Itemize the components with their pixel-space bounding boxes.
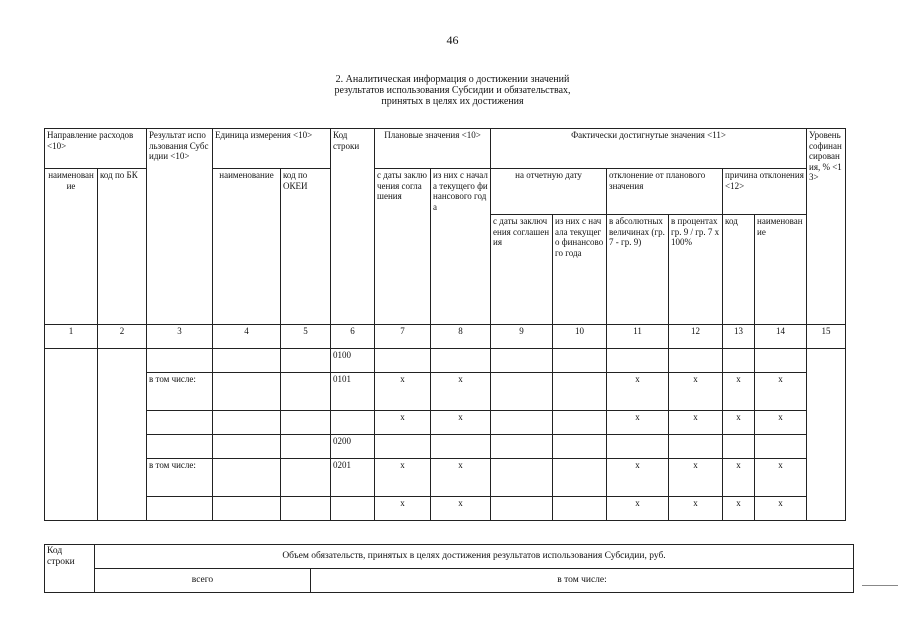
page-number: 46 xyxy=(446,33,459,47)
row-code-cell: 0200 xyxy=(331,435,375,459)
reason-name-header: наименование xyxy=(755,215,807,325)
value-cell xyxy=(553,373,607,411)
value-cell xyxy=(723,349,755,373)
value-cell xyxy=(375,435,431,459)
row-code-cell: 0101 xyxy=(331,373,375,411)
value-cell xyxy=(431,349,491,373)
title-line: результатов использования Субсидии и обязательствах, xyxy=(334,85,571,96)
act-from-start-header: из них с начала текущего финансового года xyxy=(553,215,607,325)
okei-cell xyxy=(281,459,331,497)
column-number: 4 xyxy=(213,325,281,349)
column-number: 5 xyxy=(281,325,331,349)
actual-header: Фактически достигнутые значения <11> xyxy=(491,129,807,169)
column-number: 10 xyxy=(553,325,607,349)
result-cell xyxy=(147,435,213,459)
value-cell: x xyxy=(669,497,723,521)
result-cell xyxy=(147,411,213,435)
planned-header: Плановые значения <10> xyxy=(375,129,491,169)
value-cell xyxy=(669,435,723,459)
value-cell: x xyxy=(375,497,431,521)
value-cell xyxy=(491,459,553,497)
plan-from-start-header: из них с начала текущего финансового года xyxy=(431,169,491,325)
column-number: 1 xyxy=(45,325,98,349)
unit-header: Единица измерения <10> xyxy=(213,129,331,169)
value-cell: x xyxy=(755,497,807,521)
value-cell: x xyxy=(723,497,755,521)
value-cell: x xyxy=(431,497,491,521)
value-cell xyxy=(491,435,553,459)
scan-line xyxy=(862,585,898,586)
unit-name-cell xyxy=(213,349,281,373)
value-cell: x xyxy=(669,373,723,411)
value-cell xyxy=(375,349,431,373)
reason-header: причина отклонения <12> xyxy=(723,169,807,215)
value-cell: x xyxy=(669,459,723,497)
column-number: 14 xyxy=(755,325,807,349)
obligations-table xyxy=(44,544,854,593)
row-code-cell: 0201 xyxy=(331,459,375,497)
value-cell xyxy=(607,435,669,459)
result-cell xyxy=(147,497,213,521)
value-cell xyxy=(553,435,607,459)
okei-cell xyxy=(281,349,331,373)
value-cell xyxy=(723,435,755,459)
direction-name-header: наименование xyxy=(45,169,98,325)
value-cell xyxy=(491,497,553,521)
including-header: в том числе: xyxy=(311,569,854,593)
value-cell: x xyxy=(607,411,669,435)
direction-header: Направление расходов <10> xyxy=(45,129,147,169)
value-cell xyxy=(491,373,553,411)
column-number: 13 xyxy=(723,325,755,349)
title-line: 2. Аналитическая информация о достижении значений xyxy=(335,74,570,85)
unit-name-cell xyxy=(213,435,281,459)
column-number: 6 xyxy=(331,325,375,349)
level-cell xyxy=(807,349,846,521)
value-cell: x xyxy=(607,373,669,411)
act-from-date-header: с даты заключения соглашения xyxy=(491,215,553,325)
row-code-cell xyxy=(331,411,375,435)
value-cell xyxy=(431,435,491,459)
value-cell: x xyxy=(607,459,669,497)
title-line: принятых в целях их достижения xyxy=(381,96,524,107)
value-cell: x xyxy=(431,411,491,435)
bottom-row-code-header: Код строки xyxy=(45,545,95,593)
value-cell xyxy=(553,459,607,497)
unit-name-cell xyxy=(213,497,281,521)
okei-cell xyxy=(281,497,331,521)
column-number: 11 xyxy=(607,325,669,349)
value-cell xyxy=(607,349,669,373)
unit-name-cell xyxy=(213,459,281,497)
value-cell: x xyxy=(669,411,723,435)
results-table xyxy=(44,128,846,521)
direction-name-cell xyxy=(45,349,98,521)
value-cell xyxy=(755,435,807,459)
value-cell xyxy=(491,411,553,435)
okei-cell xyxy=(281,435,331,459)
value-cell: x xyxy=(375,373,431,411)
value-cell: x xyxy=(431,459,491,497)
bk-code-header: код по БК xyxy=(98,169,147,325)
value-cell: x xyxy=(723,373,755,411)
column-number: 15 xyxy=(807,325,846,349)
okei-cell xyxy=(281,411,331,435)
unit-name-cell xyxy=(213,411,281,435)
report-date-header: на отчетную дату xyxy=(491,169,607,215)
column-number: 8 xyxy=(431,325,491,349)
column-number: 9 xyxy=(491,325,553,349)
column-number: 12 xyxy=(669,325,723,349)
result-cell: в том числе: xyxy=(147,459,213,497)
bk-code-cell xyxy=(98,349,147,521)
row-code-cell xyxy=(331,497,375,521)
column-number: 7 xyxy=(375,325,431,349)
column-number: 3 xyxy=(147,325,213,349)
level-header: Уровень софинансирования, % <13> xyxy=(807,129,846,325)
plan-from-date-header: с даты заключения соглашения xyxy=(375,169,431,325)
reason-code-header: код xyxy=(723,215,755,325)
value-cell xyxy=(491,349,553,373)
total-header: всего xyxy=(95,569,311,593)
value-cell: x xyxy=(755,411,807,435)
value-cell: x xyxy=(755,459,807,497)
value-cell xyxy=(553,349,607,373)
value-cell: x xyxy=(723,411,755,435)
value-cell xyxy=(553,497,607,521)
result-cell xyxy=(147,349,213,373)
result-header: Результат использования Субсидии <10> xyxy=(147,129,213,325)
value-cell: x xyxy=(431,373,491,411)
value-cell xyxy=(553,411,607,435)
value-cell xyxy=(755,349,807,373)
row-code-cell: 0100 xyxy=(331,349,375,373)
result-cell: в том числе: xyxy=(147,373,213,411)
row-code-header: Код строки xyxy=(331,129,375,325)
abs-deviation-header: в абсолютных величинах (гр. 7 - гр. 9) xyxy=(607,215,669,325)
okei-header: код по ОКЕИ xyxy=(281,169,331,325)
value-cell: x xyxy=(755,373,807,411)
value-cell: x xyxy=(375,459,431,497)
unit-name-header: наименование xyxy=(213,169,281,325)
value-cell: x xyxy=(375,411,431,435)
deviation-header: отклонение от планового значения xyxy=(607,169,723,215)
section-title xyxy=(0,74,905,107)
okei-cell xyxy=(281,373,331,411)
value-cell xyxy=(669,349,723,373)
value-cell: x xyxy=(723,459,755,497)
volume-header: Объем обязательств, принятых в целях достижения результатов использования Субсидии, руб. xyxy=(95,545,854,569)
column-number: 2 xyxy=(98,325,147,349)
value-cell: x xyxy=(607,497,669,521)
pct-deviation-header: в процентах гр. 9 / гр. 7 x 100% xyxy=(669,215,723,325)
unit-name-cell xyxy=(213,373,281,411)
